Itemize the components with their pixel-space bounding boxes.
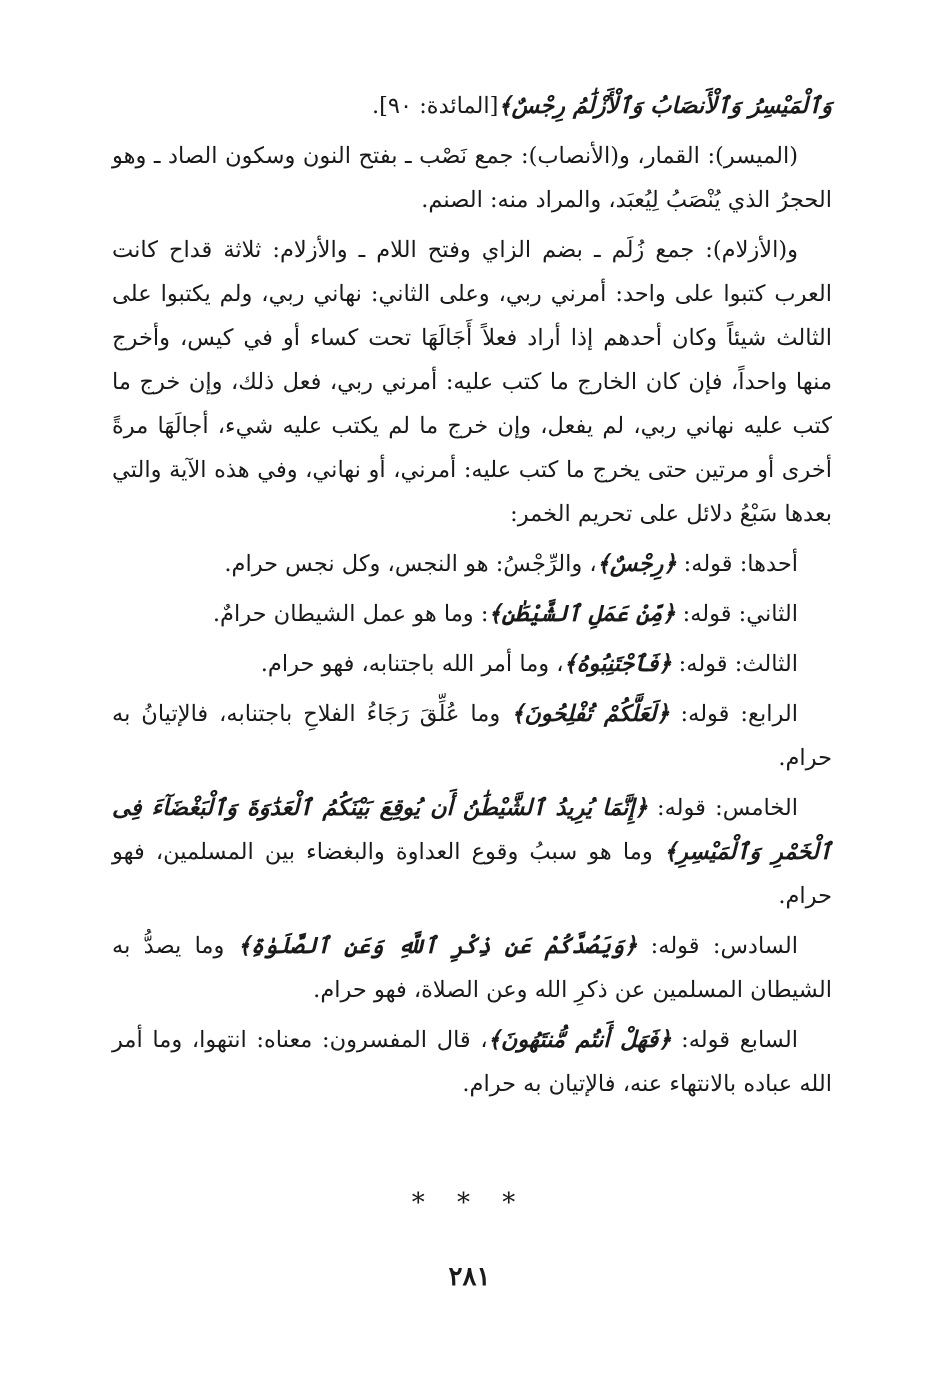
section-separator: * * *	[411, 1188, 528, 1218]
paragraph-fourth	[112, 692, 832, 780]
quran-quote: ﴿فَٱجْتَنِبُوهُ﴾	[563, 651, 672, 677]
paragraph-fifth	[112, 786, 832, 918]
paragraph-text: السادس: قوله:	[637, 933, 798, 959]
paragraph-first	[112, 542, 832, 586]
paragraph-third	[112, 642, 832, 686]
paragraph-text: وما هو سببُ وقوع العداوة والبغضاء بين المسلمين، فهو حرام.	[112, 839, 832, 909]
paragraph-text: الثاني: قوله:	[675, 601, 798, 627]
paragraph-maysir	[112, 134, 832, 222]
paragraph-azlam	[112, 228, 832, 536]
body-text	[112, 84, 832, 1112]
paragraph-text: السابع قوله:	[671, 1027, 798, 1053]
quran-quote: ﴿مِّنْ عَمَلِ ٱلشَّيْطَٰنِ﴾	[488, 601, 676, 627]
paragraph-text: : وما هو عمل الشيطان حرامٌ.	[212, 601, 489, 627]
paragraph-text: وما عُلِّقَ رَجَاءُ الفلاحِ باجتنابه، فالإتيانُ به حرام.	[112, 701, 832, 771]
page-number: ٢٨١	[448, 1262, 491, 1292]
paragraph-text: الرابع: قوله:	[669, 701, 798, 727]
paragraph-text: ، وما أمر الله باجتنابه، فهو حرام.	[260, 651, 564, 677]
paragraph-text: أحدها: قوله:	[676, 551, 798, 577]
paragraph-text: وما يصدُّ به الشيطان المسلمين عن ذكرِ الله وعن الصلاة، فهو حرام.	[112, 933, 832, 1003]
paragraph-seventh	[112, 1018, 832, 1106]
quran-quote: ﴿فَهَلْ أَنتُم مُّنتَهُونَ﴾	[487, 1027, 672, 1053]
paragraph-text: ، قال المفسرون: معناه: انتهوا، وما أمر الله عباده بالانتهاء عنه، فالإتيان به حرام.	[112, 1027, 832, 1097]
paragraph-sixth	[112, 924, 832, 1012]
paragraph-text: الخامس: قوله:	[647, 795, 798, 821]
paragraph-second	[112, 592, 832, 636]
quran-quote: ﴿إِنَّمَا يُرِيدُ ٱلشَّيْطَٰنُ أَن يُوقِعَ بَيْنَكُمُ ٱلْعَدَٰوَةَ وَٱلْبَغْضَآءَ فِى ٱلْخَمْرِ وَٱلْمَيْسِرِ﴾	[112, 795, 832, 865]
paragraph-text: ، والرِّجْسُ: هو النجس، وكل نجس حرام.	[224, 551, 597, 577]
quran-quote: ﴿لَعَلَّكُمْ تُفْلِحُونَ﴾	[511, 701, 670, 727]
paragraph-text: [المائدة: ٩٠].	[371, 93, 499, 119]
quran-quote: ﴿رِجْسٌ﴾	[596, 551, 677, 577]
paragraph-text: (الميسر): القمار، و(الأنصاب): جمع نَصْب ـ بفتح النون وسكون الصاد ـ وهو الحجرُ الذي يُنْصَبُ لِيُعبَد، والمراد منه: الصنم.	[112, 143, 832, 213]
paragraph-verse-ref	[112, 84, 832, 128]
paragraph-text: الثالث: قوله:	[671, 651, 798, 677]
quran-quote: وَٱلْمَيْسِرُ وَٱلْأَنصَابُ وَٱلْأَزْلَٰمُ رِجْسٌ﴾	[498, 93, 832, 119]
quran-quote: ﴿وَيَصُدَّكُمْ عَن ذِكْرِ ٱللَّهِ وَعَنِ ٱلصَّلَوٰةِ﴾	[237, 933, 638, 959]
paragraph-text: و(الأزلام): جمع زُلَم ـ بضم الزاي وفتح اللام ـ والأزلام: ثلاثة قداح كانت العرب كتبوا على واحد: أمرني ربي، وعلى الثاني: نهاني ربي، ولم يكتبوا على الثالث شيئاً وكان أحدهم إذا أراد فعلاً أَجَالَهَا تحت كساء أو في كيس، وأخرج منها واحداً، فإن كان الخارج ما كتب عليه: أمرني ربي، فعل ذلك، وإن خرج ما كتب عليه نهاني ربي، لم يفعل، وإن خرج ما لم يكتب عليه شيء، أجالَهَا مرةً أخرى أو مرتين حتى يخرج ما كتب عليه: أمرني، أو نهاني، وفي هذه الآية والتي بعدها سَبْعُ دلائل على تحريم الخمر:	[112, 237, 832, 527]
